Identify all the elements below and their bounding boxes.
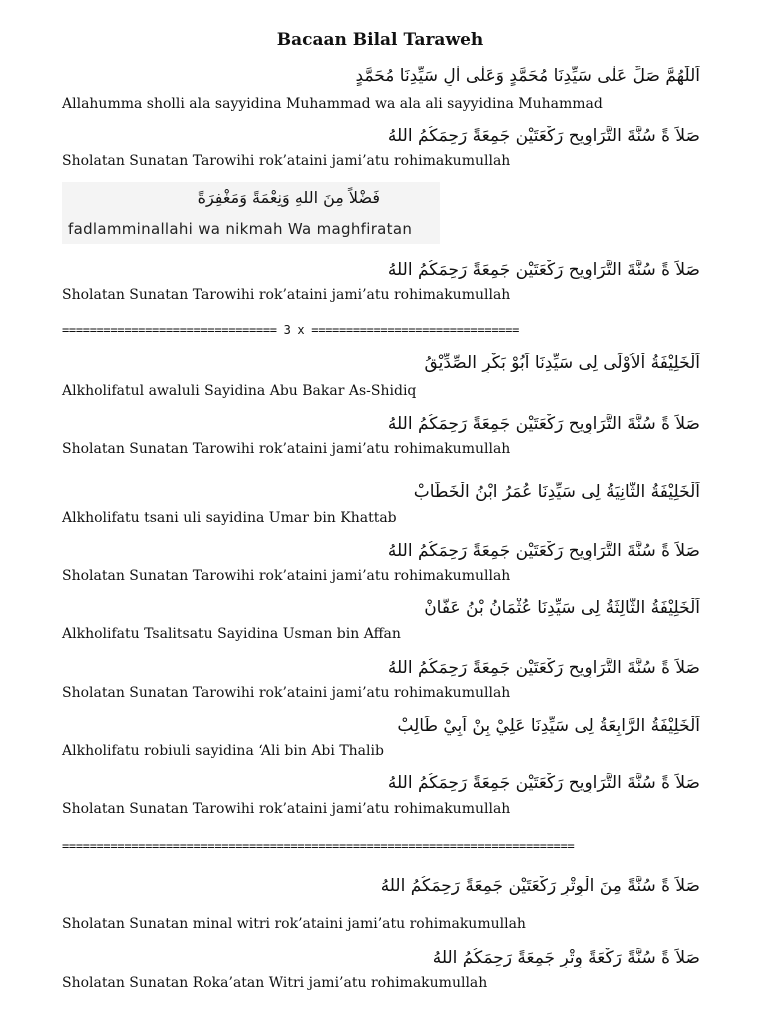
latin-line-witir-1: Sholatan Sunatan Roka’atan Witri jami’atu rohimakumullah — [62, 975, 488, 991]
fadlan-arabic: فَضْلاً مِنَ اللهِ وَنِعْمَةً وَمَغْفِرَةً — [197, 188, 380, 207]
latin-line-tarawih: Sholatan Sunatan Tarowihi rok’ataini jami’atu rohimakumullah — [62, 153, 511, 169]
latin-line-khalifah-2: Alkholifatu tsani uli sayidina Umar bin Khattab — [62, 510, 397, 526]
separator-full: ========================================================================== — [62, 839, 575, 853]
latin-line-tarawih: Sholatan Sunatan Tarowihi rok’ataini jami’atu rohimakumullah — [62, 441, 511, 457]
latin-line-khalifah-3: Alkholifatu Tsalitsatu Sayidina Usman bin Affan — [62, 626, 401, 642]
separator-3x: =============================== 3 x ============================== — [62, 323, 520, 337]
arabic-line-shalawat: اَللّٰهُمَّ صَلِّ عَلٰى سَيِّدِنَا مُحَمَّدٍ وَعَلٰى اٰلِ سَيِّدِنَا مُحَمَّدٍ — [355, 66, 700, 86]
page-title: Bacaan Bilal Taraweh — [276, 30, 484, 50]
arabic-line-khalifah-3: اَلْخَلِيْفَةُ الثَّالِثَةُ لِى سَيِّدِنَا عُثْمَانُ بْنُ عَفَّانْ — [424, 598, 700, 618]
fadlan-image-block — [62, 182, 440, 244]
latin-line-witir-2: Sholatan Sunatan minal witri rok’ataini jami’atu rohimakumullah — [62, 916, 526, 932]
arabic-line-khalifah-4: اَلْخَلِيْفَةُ الرَّابِعَةُ لِى سَيِّدِنَا عَلِيْ بِنْ اَبِيْ طَالِبْ — [397, 716, 700, 736]
arabic-line-tarawih: صَلاَ ةً سُنَّةَ التَّرَاوِيحِ رَكْعَتَيْنِ جَمِعَةً رَحِمَكُمُ اللهُ — [387, 658, 700, 678]
arabic-line-witir-2: صَلاَ ةً سُنَّةً مِنَ الْوِتْرِ رَكْعَتَيْنِ جَمِعَةً رَحِمَكُمُ اللهُ — [380, 876, 700, 896]
arabic-line-tarawih: صَلاَ ةً سُنَّةَ التَّرَاوِيحِ رَكْعَتَيْنِ جَمِعَةً رَحِمَكُمُ اللهُ — [387, 773, 700, 793]
arabic-line-witir-1: صَلاَ ةً سُنَّةً رَكْعَةً وِتْرِ جَمِعَةً رَحِمَكُمُ اللهُ — [432, 948, 700, 968]
fadlan-latin: fadlamminallahi wa nikmah Wa maghfiratan — [68, 220, 413, 238]
latin-line-khalifah-4: Alkholifatu robiuli sayidina ‘Ali bin Abi Thalib — [62, 743, 384, 759]
latin-line-tarawih: Sholatan Sunatan Tarowihi rok’ataini jami’atu rohimakumullah — [62, 685, 511, 701]
arabic-line-tarawih: صَلاَ ةً سُنَّةَ التَّرَاوِيحِ رَكْعَتَيْنِ جَمِعَةً رَحِمَكُمُ اللهُ — [387, 414, 700, 434]
arabic-line-tarawih: صَلاَ ةً سُنَّةَ التَّرَاوِيحِ رَكْعَتَيْنِ جَمِعَةً رَحِمَكُمُ اللهُ — [387, 126, 700, 146]
latin-line-tarawih: Sholatan Sunatan Tarowihi rok’ataini jami’atu rohimakumullah — [62, 287, 511, 303]
latin-line-tarawih: Sholatan Sunatan Tarowihi rok’ataini jami’atu rohimakumullah — [62, 801, 511, 817]
arabic-line-tarawih: صَلاَ ةً سُنَّةَ التَّرَاوِيحِ رَكْعَتَيْنِ جَمِعَةً رَحِمَكُمُ اللهُ — [387, 260, 700, 280]
arabic-line-khalifah-2: اَلْخَلِيْفَةُ الثَّانِيَةُ لِى سَيِّدِنَا عُمَرُ ابْنُ الْخَطَّابْ — [413, 482, 700, 502]
arabic-line-tarawih: صَلاَ ةً سُنَّةَ التَّرَاوِيحِ رَكْعَتَيْنِ جَمِعَةً رَحِمَكُمُ اللهُ — [387, 541, 700, 561]
arabic-line-khalifah-1: اَلْخَلِيْفَةُ اْلاُوْلَى لِى سَيِّدِنَا اَبُوْ بَكْرِ الصِّدِّيْقُ — [424, 353, 700, 373]
latin-line-shalawat: Allahumma sholli ala sayyidina Muhammad wa ala ali sayyidina Muhammad — [62, 96, 603, 112]
latin-line-tarawih: Sholatan Sunatan Tarowihi rok’ataini jami’atu rohimakumullah — [62, 568, 511, 584]
latin-line-khalifah-1: Alkholifatul awaluli Sayidina Abu Bakar As-Shidiq — [62, 383, 417, 399]
